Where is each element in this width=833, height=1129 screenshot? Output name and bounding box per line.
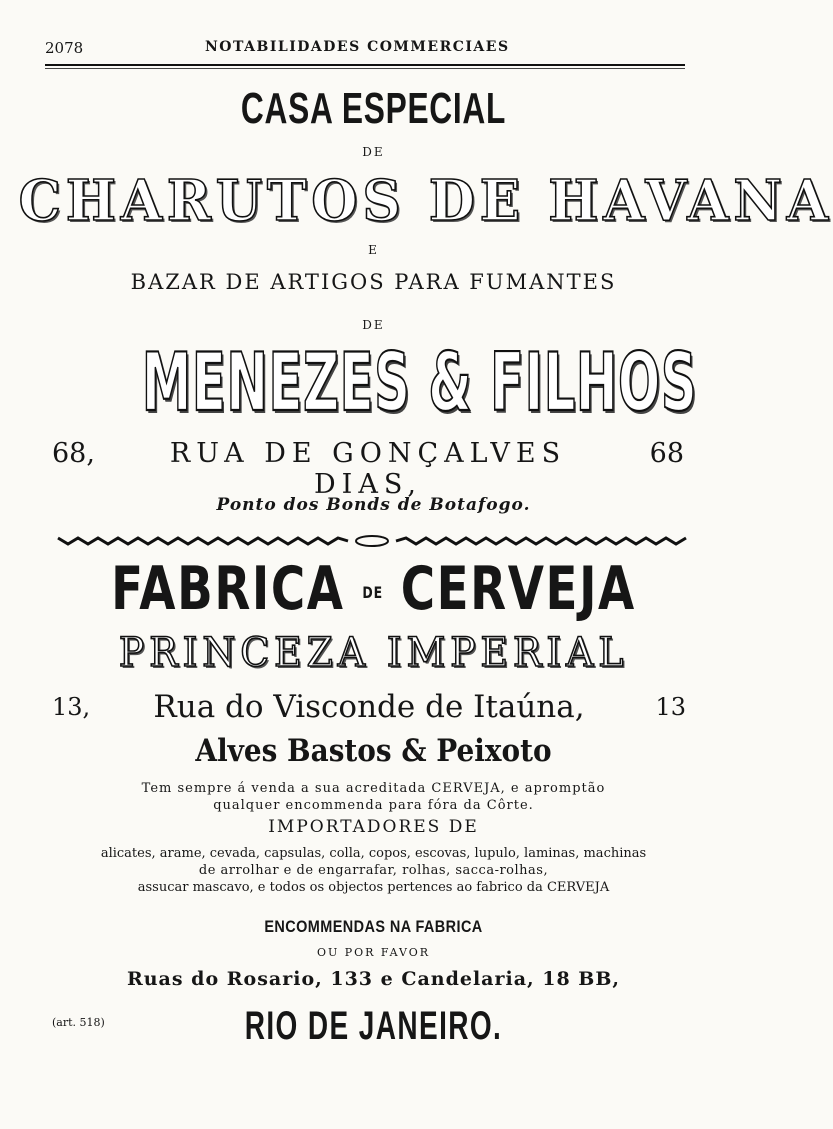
- ad2-address-number-left: 13,: [52, 693, 91, 721]
- header-rule: [45, 64, 685, 66]
- ad1-address-number-right: 68: [649, 438, 684, 469]
- ad2-goods-line-3: assucar mascavo, e todos os objectos pertences ao fabrico da CERVEJA: [137, 880, 610, 895]
- ad1-bazar-line: BAZAR DE ARTIGOS PARA FUMANTES: [130, 270, 617, 294]
- ad2-address: [52, 689, 686, 725]
- ad1-address-street: RUA DE GONÇALVES DIAS,: [169, 438, 567, 500]
- ornamental-divider: [58, 533, 686, 549]
- header-rule-thin: [45, 68, 685, 69]
- article-reference: (art. 518): [52, 1016, 105, 1029]
- ad2-address-street: Rua do Visconde de Itaúna,: [153, 689, 585, 725]
- ad1-de-1: DE: [362, 145, 385, 159]
- ad1-headline: CASA ESPECIAL: [240, 84, 507, 133]
- ad1-de-2: DE: [362, 318, 385, 332]
- ad1-address-number-left: 68,: [52, 438, 95, 469]
- ad2-address-number-right: 13: [655, 693, 686, 721]
- ad2-goods-line-1: alicates, arame, cevada, capsulas, colla, copos, escovas, lupulo, laminas, machinas: [100, 846, 647, 861]
- ad1-address: [52, 438, 684, 500]
- ornament-zigzag-left: [58, 538, 348, 544]
- running-title: NOTABILIDADES COMMERCIAES: [205, 39, 510, 55]
- ad2-subtitle: PRINCEZA IMPERIAL: [118, 630, 629, 676]
- ad2-orders-heading: ENCOMMENDAS NA FABRICA: [264, 917, 483, 936]
- ad2-goods-line-2: de arrolhar e de engarrafar, rolhas, sacca-rolhas,: [198, 863, 549, 878]
- ad2-text-line-2: qualquer encommenda para fóra da Côrte.: [213, 798, 534, 813]
- ad2-city: RIO DE JANEIRO.: [244, 1004, 503, 1048]
- ornament-center: [356, 536, 388, 546]
- ad2-or-by-favor: OU POR FAVOR: [316, 946, 431, 959]
- ad1-cigar-title: CHARUTOS DE HAVANA: [18, 168, 833, 234]
- ad2-importers-heading: IMPORTADORES DE: [268, 817, 479, 837]
- ad1-firm-name: MENEZES & FILHOS: [141, 336, 698, 429]
- page-header: [45, 36, 685, 60]
- ad1-note: Ponto dos Bonds de Botafogo.: [216, 495, 531, 515]
- ad2-streets: Ruas do Rosario, 133 e Candelaria, 18 BB,: [126, 968, 621, 990]
- ad2-title: [82, 554, 665, 624]
- ad2-firm-name: Alves Bastos & Peixoto: [195, 733, 552, 769]
- ad1-conjunction: E: [368, 243, 379, 257]
- ad2-title-joiner: DE: [362, 582, 383, 602]
- ad2-title-cerveja: CERVEJA: [400, 554, 636, 624]
- ad2-text-line-1: Tem sempre á venda a sua acreditada CERVEJA, e apromptão: [141, 781, 606, 796]
- ornament-zigzag-right: [396, 538, 686, 544]
- page-number: 2078: [45, 39, 84, 57]
- ad2-title-fabrica: FABRICA: [111, 554, 345, 624]
